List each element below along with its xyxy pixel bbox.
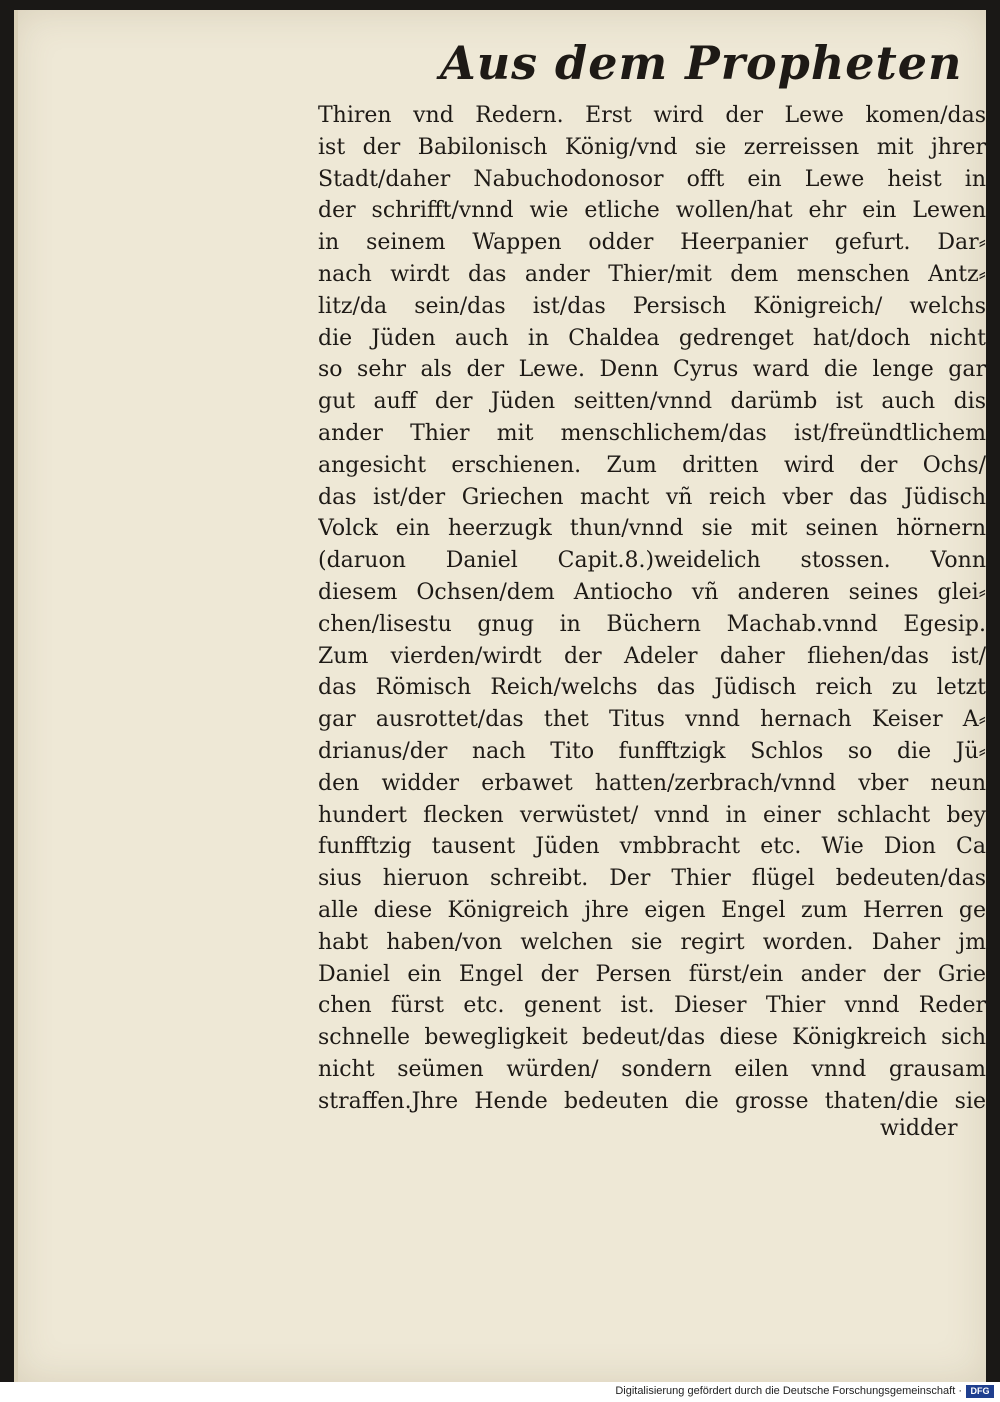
text-line: gar ausrottet/das thet Titus vnnd hernach Keiser A⸗ (318, 707, 986, 733)
text-line: in seinem Wappen odder Heerpanier gefurt. Dar⸗ (318, 230, 986, 256)
text-line: drianus/der nach Tito funfftzigk Schlos so die Jü⸗ (318, 738, 986, 764)
text-line: chen/lisestu gnug in Büchern Machab.vnnd Egesip. (318, 611, 986, 637)
text-line: ander Thier mit menschlichem/das ist/freündtlichem (318, 420, 986, 446)
text-line: angesicht erschienen. Zum dritten wird der Ochs/ (318, 452, 986, 478)
text-line: (daruon Daniel Capit.8.)weidelich stossen. Vonn (318, 548, 986, 574)
text-line: den widder erbawet hatten/zerbrach/vnnd vber neun (318, 770, 986, 796)
text-line: der schrifft/vnnd wie etliche wollen/hat ehr ein Lewen (318, 198, 986, 224)
page-heading: Aus dem Propheten (440, 36, 963, 90)
catchword: widder (880, 1116, 958, 1141)
text-line: Daniel ein Engel der Persen fürst/ein ander der Grie (318, 961, 986, 987)
text-line: habt haben/von welchen sie regirt worden. Daher jm (318, 929, 986, 955)
text-line: Zum vierden/wirdt der Adeler daher fliehen/das ist/ (318, 643, 986, 669)
text-line: gut auff der Jüden seitten/vnnd darümb ist auch dis (318, 389, 986, 415)
text-line: Volck ein heerzugk thun/vnnd sie mit seinen hörnern (318, 516, 986, 542)
text-line: nach wirdt das ander Thier/mit dem menschen Antz⸗ (318, 261, 986, 287)
text-line: straffen.Jhre Hende bedeuten die grosse thaten/die sie (318, 1088, 986, 1114)
text-line: die Jüden auch in Chaldea gedrenget hat/doch nicht (318, 325, 986, 351)
text-line: ist der Babilonisch König/vnd sie zerreissen mit jhrer (318, 134, 986, 160)
text-line: sius hieruon schreibt. Der Thier flügel bedeuten/das (318, 866, 986, 892)
page-edge (14, 10, 18, 1382)
text-line: nicht seümen würden/ sondern eilen vnnd grausam (318, 1056, 986, 1082)
text-line: so sehr als der Lewe. Denn Cyrus ward die lenge gar (318, 357, 986, 383)
text-line: das Römisch Reich/welchs das Jüdisch reich zu letzt (318, 675, 986, 701)
text-line: litz/da sein/das ist/das Persisch Königreich/ welchs (318, 293, 986, 319)
text-line: funfftzig tausent Jüden vmbbracht etc. Wie Dion Ca (318, 834, 986, 860)
text-line: hundert flecken verwüstet/ vnnd in einer schlacht bey (318, 802, 986, 828)
body-text (318, 100, 986, 1118)
text-line: Thiren vnd Redern. Erst wird der Lewe komen/das (318, 103, 986, 128)
text-line: Stadt/daher Nabuchodonosor offt ein Lewe heist in (318, 166, 986, 192)
text-line: alle diese Königreich jhre eigen Engel zum Herren ge (318, 897, 986, 923)
dfg-logo: DFG (966, 1385, 994, 1398)
footer-bar (0, 1382, 1000, 1402)
text-line: das ist/der Griechen macht vñ reich vber das Jüdisch (318, 484, 986, 510)
text-line: schnelle bewegligkeit bedeut/das diese Königkreich sich (318, 1025, 986, 1051)
text-line: chen fürst etc. genent ist. Dieser Thier vnnd Reder (318, 993, 986, 1019)
funding-credit: Digitalisierung gefördert durch die Deutsche Forschungsgemeinschaft · (615, 1385, 962, 1397)
text-line: diesem Ochsen/dem Antiocho vñ anderen seines glei⸗ (318, 579, 986, 605)
